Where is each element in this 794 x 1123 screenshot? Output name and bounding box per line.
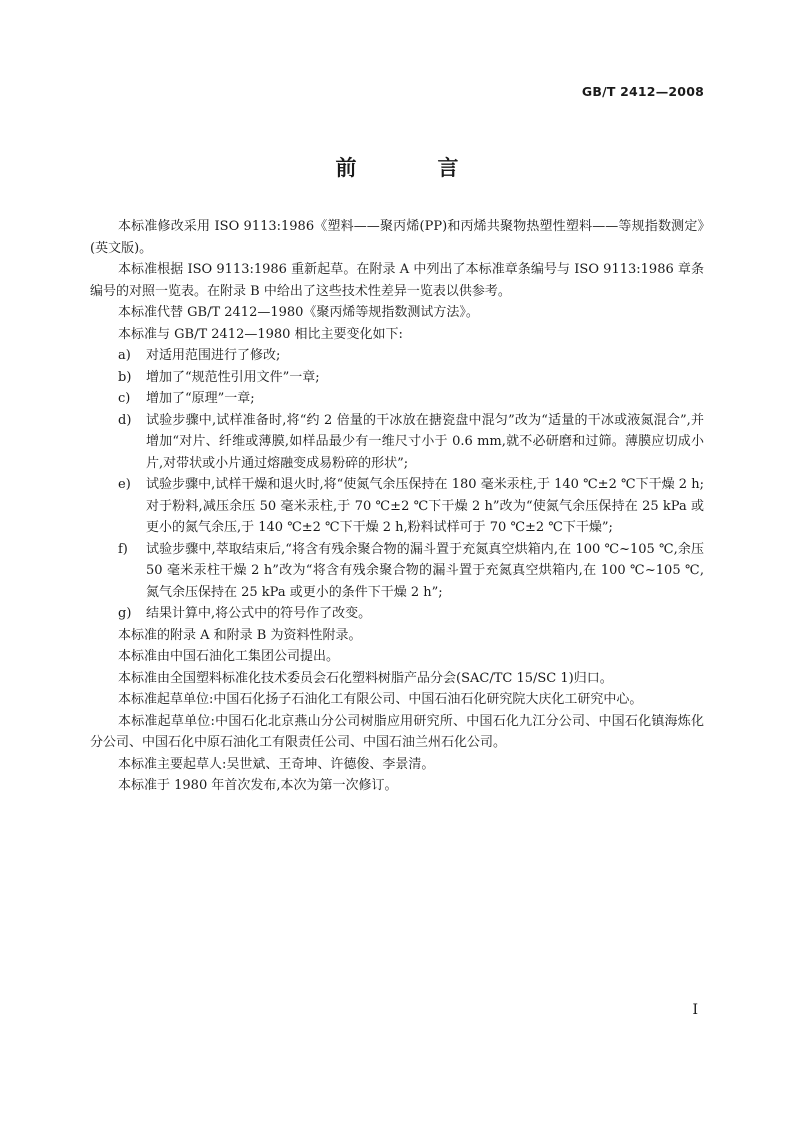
change-item-text: 试验步骤中,试样准备时,将“约 2 倍量的干冰放在搪瓷盘中混匀”改为“适量的干冰或液氮混合”,并增加“对片、纤维或薄膜,如样品最少有一维尺寸小于 0.6 mm,就不必研磨和过筛。薄膜应切成小片,对带状或小片通过熔融变成易粉碎的形状”; (146, 412, 704, 471)
paragraph: 本标准主要起草人:吴世斌、王奇坤、许德俊、李景清。 (118, 756, 435, 772)
paragraph: 本标准修改采用 ISO 9113:1986《塑料——聚丙烯(PP)和丙烯共聚物热塑性塑料——等规指数测定》(英文版)。 (90, 219, 704, 256)
change-item (90, 410, 704, 475)
paragraph: 本标准根据 ISO 9113:1986 重新起草。在附录 A 中列出了本标准章条编号与 ISO 9113:1986 章条编号的对照一览表。在附录 B 中给出了这些技术性差异一览表以供参考。 (90, 262, 704, 299)
change-item-text: 结果计算中,将公式中的符号作了改变。 (146, 606, 372, 621)
change-item (90, 539, 704, 604)
change-item-text: 试验步骤中,萃取结束后,“将含有残余聚合物的漏斗置于充氮真空烘箱内,在 100 ℃~105 ℃,余压 50 毫米汞柱干燥 2 h”改为“将含有残余聚合物的漏斗置于充氮真空烘箱内,在 100 ℃~105 ℃,氮气余压保持在 25 kPa 或更小的条件下干燥 2 h”; (146, 541, 704, 600)
paragraph: 本标准起草单位:中国石化扬子石油化工有限公司、中国石油石化研究院大庆化工研究中心。 (118, 692, 643, 707)
paragraph: 本标准的附录 A 和附录 B 为资料性附录。 (118, 627, 362, 643)
change-item (90, 603, 704, 625)
page-title: 前 言 (335, 156, 489, 180)
paragraph: 本标准与 GB/T 2412—1980 相比主要变化如下: (118, 326, 403, 342)
document-body (90, 216, 704, 797)
paragraph: 本标准起草单位:中国石化北京燕山分公司树脂应用研究所、中国石化九江分公司、中国石化镇海炼化分公司、中国石化中原石油化工有限责任公司、中国石油兰州石化公司。 (90, 713, 704, 750)
standard-number: GB/T 2412—2008 (581, 84, 704, 99)
change-item (90, 345, 704, 367)
change-item-label: g) (118, 606, 132, 621)
change-item-text: 增加了“规范性引用文件”一章; (146, 369, 320, 385)
change-item-text: 试验步骤中,试样干燥和退火时,将“使氮气余压保持在 180 毫米汞柱,于 140 ℃±2 ℃下干燥 2 h;对于粉料,减压余压 50 毫米汞柱,于 70 ℃±2 ℃下干燥 2 h”改为“使氮气余压保持在 25 kPa 或更小的氮气余压,于 140 ℃±2 ℃下干燥 2 h,粉料试样可于 70 ℃±2 ℃下干燥”; (146, 477, 704, 535)
change-item-text: 增加了“原理”一章; (146, 391, 255, 406)
change-item (90, 367, 704, 389)
page-number: I (692, 1002, 698, 1018)
change-item-label: c) (118, 391, 131, 406)
change-item-label: d) (118, 412, 132, 428)
paragraph: 本标准于 1980 年首次发布,本次为第一次修订。 (118, 778, 398, 793)
change-item-text: 对适用范围进行了修改; (146, 348, 281, 363)
change-item-label: e) (118, 477, 131, 492)
change-item-label: f) (118, 541, 128, 557)
change-item-label: a) (118, 348, 131, 363)
paragraph: 本标准代替 GB/T 2412—1980《聚丙烯等规指数测试方法》。 (118, 305, 479, 320)
change-item (90, 474, 704, 539)
paragraph: 本标准由中国石油化工集团公司提出。 (118, 649, 340, 664)
change-item-label: b) (118, 369, 132, 385)
paragraph: 本标准由全国塑料标准化技术委员会石化塑料树脂产品分会(SAC/TC 15/SC 1)归口。 (118, 670, 613, 686)
change-item (90, 388, 704, 410)
